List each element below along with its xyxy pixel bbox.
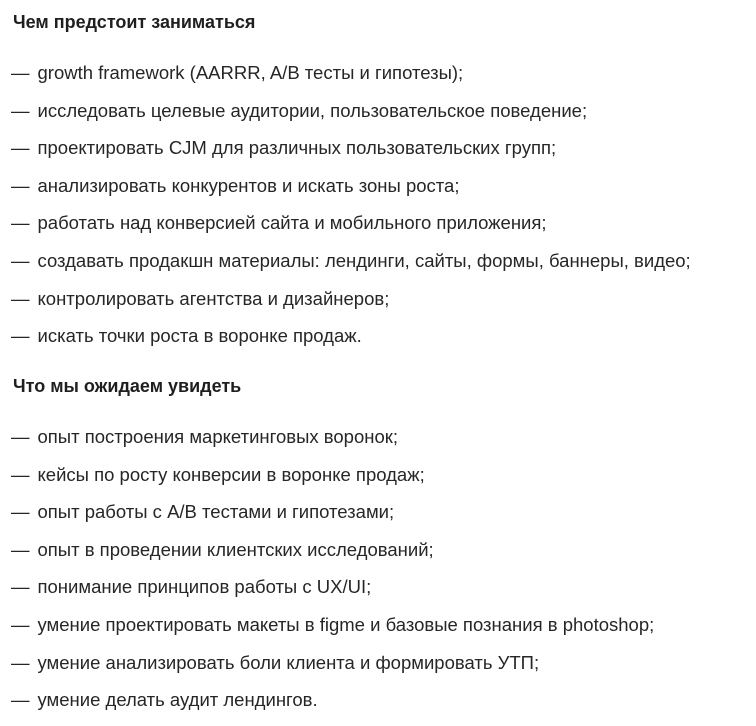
dash-marker: —	[11, 689, 30, 711]
list-item-text: умение анализировать боли клиента и формировать УТП;	[37, 651, 540, 673]
list-item	[11, 651, 654, 689]
requirements-list	[11, 425, 654, 726]
list-item	[11, 136, 691, 174]
list-item-text: контролировать агентства и дизайнеров;	[37, 287, 390, 309]
list-item-text: понимание принципов работы с UX/UI;	[37, 576, 372, 598]
list-item	[11, 61, 691, 99]
list-item	[11, 538, 654, 576]
dash-marker: —	[11, 137, 30, 159]
dash-marker: —	[11, 62, 30, 83]
section-heading-requirements: Что мы ожидаем увидеть	[13, 376, 242, 396]
list-item	[11, 287, 691, 325]
list-item	[11, 613, 654, 651]
list-item-text: умение проектировать макеты в figme и базовые познания в photoshop;	[37, 613, 655, 635]
dash-marker: —	[11, 501, 30, 523]
dash-marker: —	[11, 249, 30, 271]
dash-marker: —	[11, 325, 30, 347]
list-item-text: опыт работы с A/B тестами и гипотезами;	[37, 501, 395, 523]
dash-marker: —	[11, 99, 30, 121]
dash-marker: —	[11, 576, 30, 598]
dash-marker: —	[11, 287, 30, 309]
list-item	[11, 500, 654, 538]
list-item	[11, 324, 691, 362]
dash-marker: —	[11, 426, 30, 447]
dash-marker: —	[11, 463, 30, 485]
list-item-text: искать точки роста в воронке продаж.	[37, 325, 362, 347]
list-item	[11, 425, 654, 463]
list-item-text: проектировать CJM для различных пользовательских групп;	[37, 137, 557, 159]
list-item	[11, 688, 654, 726]
list-item-text: работать над конверсией сайта и мобильного приложения;	[37, 212, 547, 234]
list-item-text: создавать продакшн материалы: лендинги, сайты, формы, баннеры, видео;	[37, 249, 691, 271]
list-item-text: growth framework (AARRR, A/B тесты и гипотезы);	[37, 62, 464, 83]
list-item-text: исследовать целевые аудитории, пользовательское поведение;	[37, 99, 588, 121]
list-item	[11, 99, 691, 137]
list-item	[11, 174, 691, 212]
list-item-text: опыт в проведении клиентских исследований;	[37, 538, 434, 560]
list-item	[11, 211, 691, 249]
list-item-text: умение делать аудит лендингов.	[37, 689, 318, 711]
dash-marker: —	[11, 212, 30, 234]
dash-marker: —	[11, 613, 30, 635]
section-heading-responsibilities: Чем предстоит заниматься	[13, 12, 256, 32]
list-item-text: кейсы по росту конверсии в воронке продаж;	[37, 463, 425, 485]
dash-marker: —	[11, 538, 30, 560]
dash-marker: —	[11, 174, 30, 196]
list-item-text: анализировать конкурентов и искать зоны роста;	[37, 174, 460, 196]
list-item	[11, 463, 654, 501]
list-item	[11, 575, 654, 613]
list-item	[11, 249, 691, 287]
responsibilities-list	[11, 61, 691, 362]
list-item-text: опыт построения маркетинговых воронок;	[37, 426, 398, 447]
dash-marker: —	[11, 651, 30, 673]
